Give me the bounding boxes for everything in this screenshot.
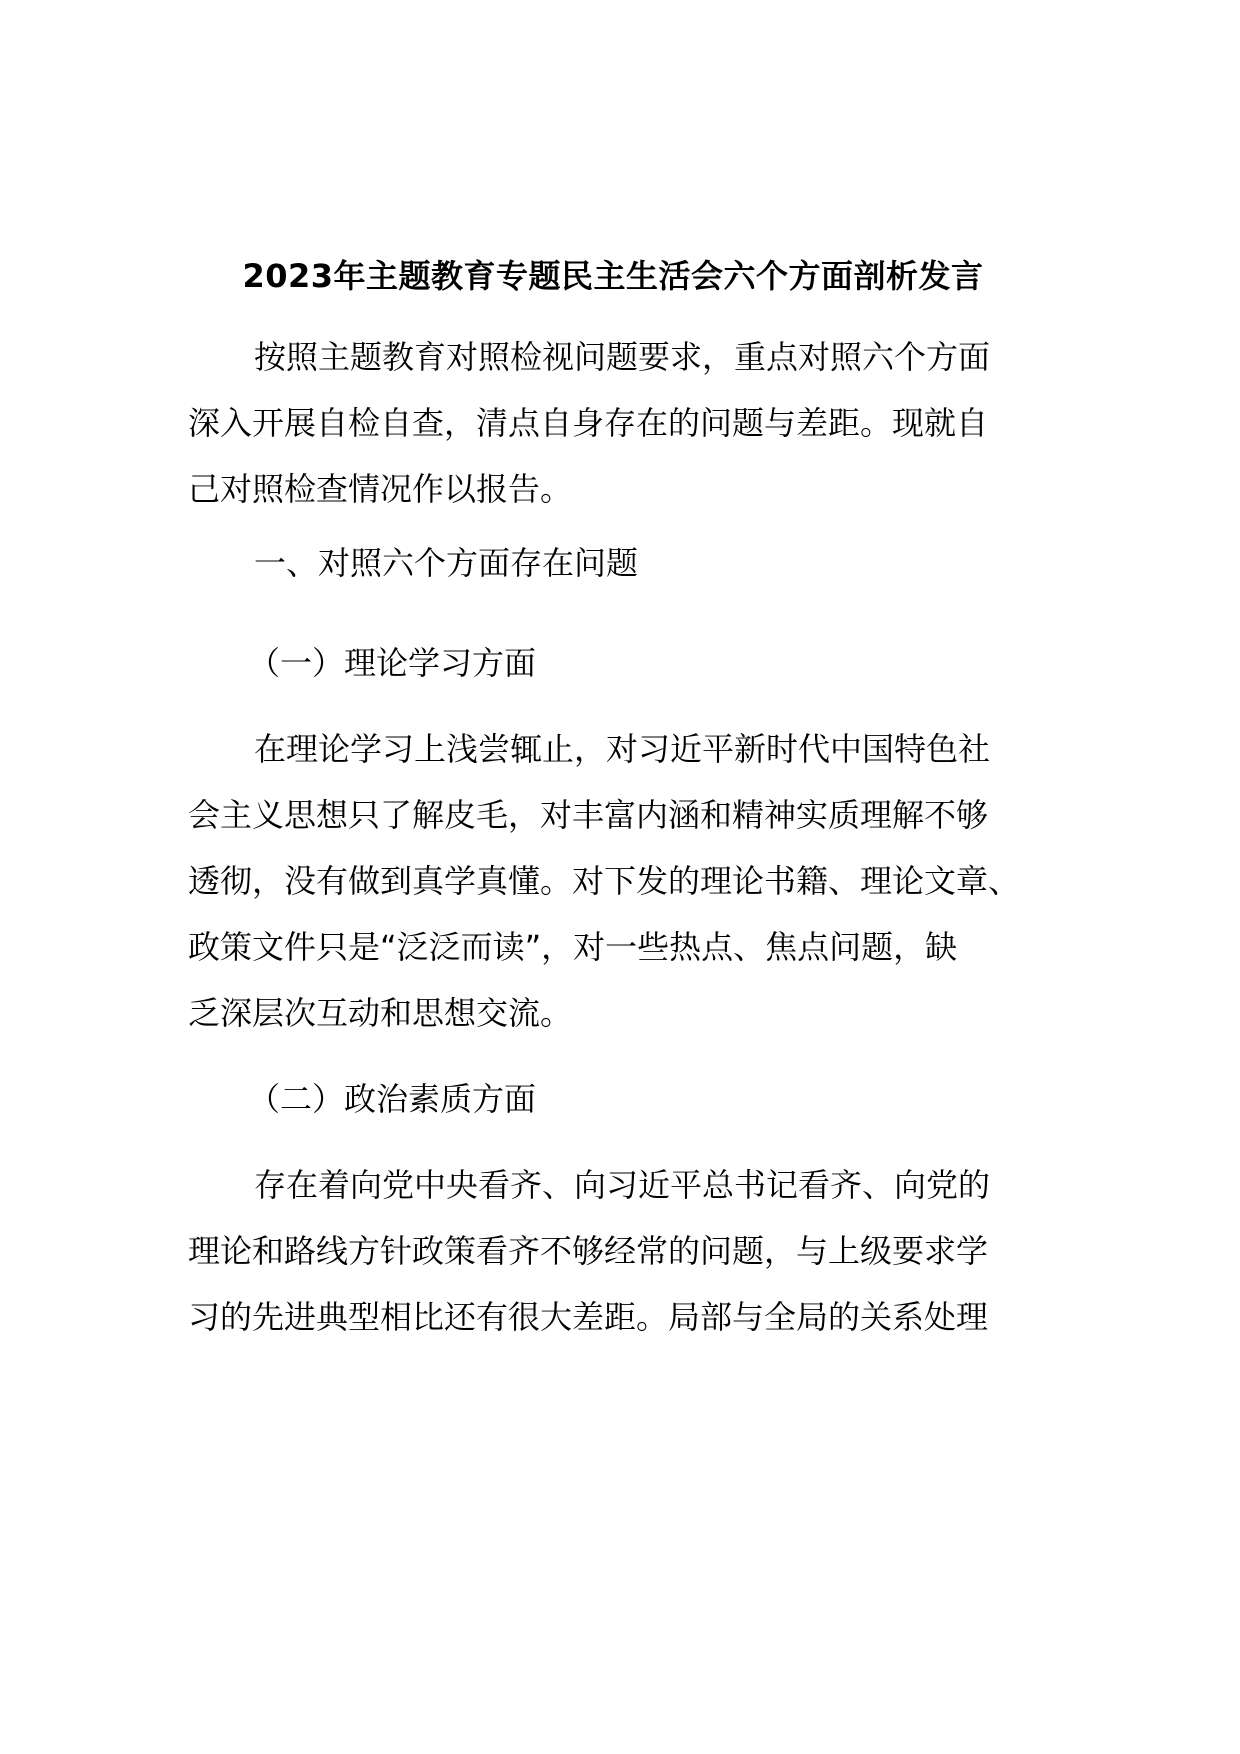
subsection-2-paragraph: [188, 1152, 1028, 1350]
paragraph-line: 政策文件只是“泛泛而读”，对一些热点、焦点问题，缺: [188, 928, 958, 966]
intro-paragraph: [188, 324, 1028, 522]
subsection-2-heading: （二）政治素质方面: [248, 1080, 537, 1118]
subsection-1-paragraph: [188, 716, 1028, 1046]
document-title: 2023年主题教育专题民主生活会六个方面剖析发言: [242, 257, 984, 295]
intro-line: 深入开展自检自查，清点自身存在的问题与差距。现就自: [188, 404, 989, 442]
intro-line: 按照主题教育对照检视问题要求，重点对照六个方面: [254, 338, 991, 376]
intro-line: 己对照检查情况作以报告。: [188, 470, 573, 508]
paragraph-line: 会主义思想只了解皮毛，对丰富内涵和精神实质理解不够: [188, 796, 989, 834]
paragraph-line: 乏深层次互动和思想交流。: [188, 994, 573, 1032]
paragraph-line: 存在着向党中央看齐、向习近平总书记看齐、向党的: [254, 1166, 991, 1204]
paragraph-line: 理论和路线方针政策看齐不够经常的问题，与上级要求学: [188, 1232, 989, 1270]
paragraph-line: 习的先进典型相比还有很大差距。局部与全局的关系处理: [188, 1298, 989, 1336]
paragraph-line: 透彻，没有做到真学真懂。对下发的理论书籍、理论文章、: [188, 862, 1021, 900]
paragraph-line: 在理论学习上浅尝辄止，对习近平新时代中国特色社: [254, 730, 991, 768]
section-1-heading: 一、对照六个方面存在问题: [254, 544, 639, 582]
subsection-1-heading: （一）理论学习方面: [248, 644, 537, 682]
